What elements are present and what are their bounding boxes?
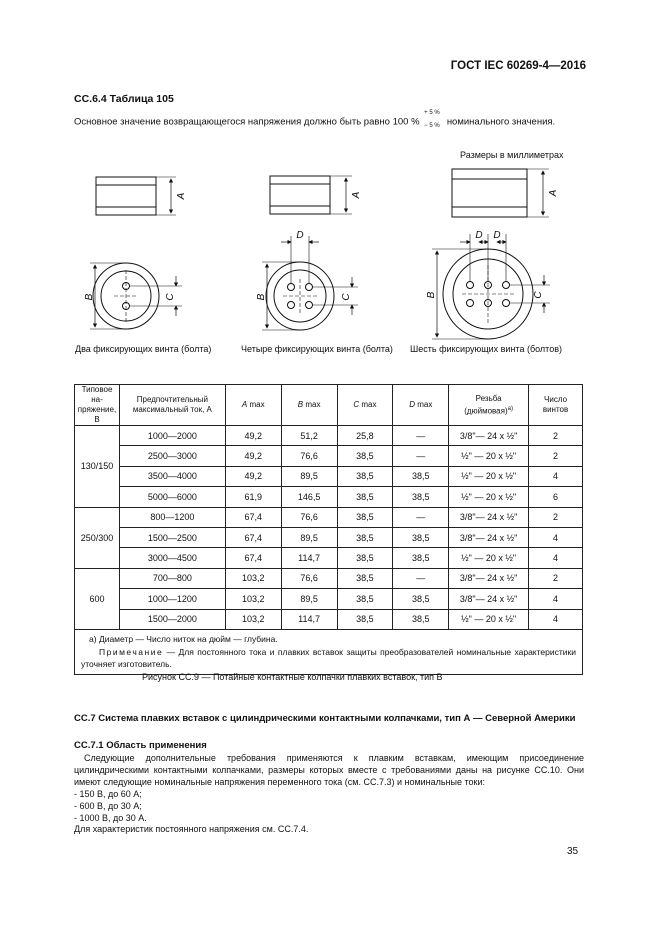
cell-b: 76,6 <box>281 507 337 527</box>
cell-b: 89,5 <box>281 466 337 486</box>
cell-n: 2 <box>529 426 583 446</box>
cell-current: 5000—6000 <box>119 487 225 507</box>
cell-d: 38,5 <box>393 527 449 547</box>
cell-a: 103,2 <box>225 609 281 629</box>
section-cc71-title: СС.7.1 Область применения <box>74 740 207 751</box>
rating-list <box>74 788 147 824</box>
voltage-cell: 250/300 <box>75 507 120 568</box>
dim-label-a-2: A <box>351 191 362 199</box>
header-thread: Резьба (дюймовая)$^{a)}$ <box>449 385 529 426</box>
cell-current: 1000—2000 <box>119 426 225 446</box>
scope-paragraph: Следующие дополнительные требования применяются к плавким вставкам, имеющим присоединение цилиндрическими контактными колпачками, размеры которых вместе с требованиями даны на рисунке СС.10. Они имеют следующие номинальные напряжения переменного тока (см. СС.7.3) и номинальные токи: <box>74 753 584 787</box>
dim-label-b-1: B <box>84 293 95 301</box>
cell-n: 2 <box>529 568 583 588</box>
table-row <box>75 446 583 466</box>
cell-a: 67,4 <box>225 548 281 568</box>
cell-current: 3500—4000 <box>119 466 225 486</box>
document-header: ГОСТ IEC 60269-4—2016 <box>450 60 586 72</box>
cell-a: 67,4 <box>225 507 281 527</box>
cell-n: 4 <box>529 527 583 547</box>
cell-n: 4 <box>529 548 583 568</box>
cell-current: 1500—2000 <box>119 609 225 629</box>
cell-n: 2 <box>529 507 583 527</box>
cell-current: 2500—3000 <box>119 446 225 466</box>
cell-thread: ½" — 20 x ½" <box>449 466 529 486</box>
cell-thread: 3/8"— 24 x ½" <box>449 507 529 527</box>
cell-c: 38,5 <box>337 446 393 466</box>
dim-label-d-2: D <box>296 230 304 241</box>
dim-label-d-3b: D <box>493 230 501 241</box>
dc-reference: Для характеристик постоянного напряжения см. СС.7.4. <box>74 824 309 834</box>
header-screws: Число винтов <box>529 385 583 426</box>
section-title: СС.6.4 Таблица 105 <box>74 93 174 105</box>
table-row <box>75 589 583 609</box>
table-row <box>75 426 583 446</box>
cell-c: 38,5 <box>337 466 393 486</box>
tolerance-text-before: Основное значение возвращающегося напряжения должно быть равно 100 % <box>74 116 420 128</box>
page-number: 35 <box>567 846 579 857</box>
cell-b: 146,5 <box>281 487 337 507</box>
cell-current: 700—800 <box>119 568 225 588</box>
cell-b: 114,7 <box>281 548 337 568</box>
table-footnotes <box>75 629 583 674</box>
cell-b: 114,7 <box>281 609 337 629</box>
header-a-max: A max <box>225 385 281 426</box>
tolerance-plus: + 5 % <box>424 110 440 116</box>
cell-thread: ½" — 20 x ½" <box>449 487 529 507</box>
cell-a: 103,2 <box>225 568 281 588</box>
caption-six-screws: Шесть фиксирующих винта (болтов) <box>410 344 562 354</box>
header-current: Предпочтительный максимальный ток, А <box>119 385 225 426</box>
dim-label-a-3: A <box>548 189 559 197</box>
cap-side-view-2 <box>270 176 352 214</box>
cell-thread: ½" — 20 x ½" <box>449 609 529 629</box>
cap-side-view-3 <box>452 169 549 217</box>
cell-current: 1500—2500 <box>119 527 225 547</box>
cap-face-view-2 <box>262 236 358 330</box>
cell-a: 49,2 <box>225 446 281 466</box>
cell-a: 49,2 <box>225 426 281 446</box>
cell-d: 38,5 <box>393 589 449 609</box>
cell-c: 38,5 <box>337 507 393 527</box>
table-header-row <box>75 385 583 426</box>
dim-label-c-1: C <box>165 293 176 301</box>
figure-caption: Рисунок СС.9 — Потайные контактные колпачки плавких вставок, тип В <box>142 672 443 682</box>
table-row <box>75 568 583 588</box>
voltage-cell: 130/150 <box>75 426 120 508</box>
header-c-max: C max <box>337 385 393 426</box>
cell-c: 38,5 <box>337 609 393 629</box>
cell-b: 76,6 <box>281 446 337 466</box>
cell-c: 38,5 <box>337 548 393 568</box>
cell-b: 76,6 <box>281 568 337 588</box>
cell-c: 38,5 <box>337 487 393 507</box>
header-d-max: D max <box>393 385 449 426</box>
cell-d: — <box>393 568 449 588</box>
cell-d: — <box>393 507 449 527</box>
table-row <box>75 487 583 507</box>
header-b-max: B max <box>281 385 337 426</box>
header-voltage: Типовое на- пряжение, В <box>75 385 120 426</box>
cell-thread: 3/8"— 24 x ½" <box>449 527 529 547</box>
cell-c: 25,8 <box>337 426 393 446</box>
cell-c: 38,5 <box>337 527 393 547</box>
cap-face-view-3 <box>432 234 550 339</box>
dim-label-c-3: C <box>533 291 544 299</box>
cell-thread: ½" — 20 x ½" <box>449 446 529 466</box>
cell-b: 89,5 <box>281 527 337 547</box>
table-row <box>75 609 583 629</box>
cell-d: — <box>393 446 449 466</box>
cell-d: 38,5 <box>393 609 449 629</box>
cell-n: 6 <box>529 487 583 507</box>
list-item: - 600 В, до 30 А; <box>74 801 142 811</box>
cell-a: 103,2 <box>225 589 281 609</box>
cell-d: 38,5 <box>393 548 449 568</box>
list-item: - 1000 В, до 30 А. <box>74 813 147 823</box>
cell-a: 67,4 <box>225 527 281 547</box>
cell-a: 61,9 <box>225 487 281 507</box>
table-footnote-row <box>75 629 583 674</box>
cell-thread: 3/8"— 24 x ½" <box>449 426 529 446</box>
cell-a: 49,2 <box>225 466 281 486</box>
cell-n: 2 <box>529 446 583 466</box>
cell-current: 1000—1200 <box>119 589 225 609</box>
caption-four-screws: Четыре фиксирующих винта (болта) <box>241 344 393 354</box>
cell-d: — <box>393 426 449 446</box>
dim-label-a-1: A <box>176 192 187 200</box>
cap-side-view-1 <box>96 177 176 215</box>
table-row <box>75 466 583 486</box>
cell-b: 51,2 <box>281 426 337 446</box>
tolerance-minus: − 5 % <box>424 123 440 129</box>
cell-n: 4 <box>529 466 583 486</box>
cap-drawings <box>60 165 600 350</box>
table-row <box>75 507 583 527</box>
dim-label-b-3: B <box>426 291 437 299</box>
cell-d: 38,5 <box>393 466 449 486</box>
table-body <box>75 426 583 630</box>
cell-thread: ½" — 20 x ½" <box>449 548 529 568</box>
voltage-cell: 600 <box>75 568 120 629</box>
cell-n: 4 <box>529 589 583 609</box>
cell-n: 4 <box>529 609 583 629</box>
dim-label-d-3a: D <box>475 230 483 241</box>
list-item: - 150 В, до 60 А; <box>74 789 142 799</box>
tolerance-paragraph <box>74 110 556 129</box>
cell-thread: 3/8"— 24 x ½" <box>449 589 529 609</box>
dim-label-b-2: B <box>256 293 267 301</box>
table-note: Примечание — Для постоянного тока и плавких вставок защиты преобразователей номинальные характеристики уточняет изготовитель. <box>81 646 576 669</box>
cell-current: 800—1200 <box>119 507 225 527</box>
footnote-a: a) Диаметр — Число ниток на дюйм — глубина. <box>89 633 278 644</box>
table-row <box>75 548 583 568</box>
cell-thread: 3/8"— 24 x ½" <box>449 568 529 588</box>
cell-c: 38,5 <box>337 589 393 609</box>
tolerance-value <box>422 110 444 129</box>
dimensions-table <box>74 384 583 675</box>
section-cc7-title: СС.7 Система плавких вставок с цилиндрическими контактными колпачками, тип А — Северной Америки <box>74 713 576 724</box>
cell-b: 89,5 <box>281 589 337 609</box>
cell-current: 3000—4500 <box>119 548 225 568</box>
dim-label-c-2: C <box>341 293 352 301</box>
caption-two-screws: Два фиксирующих винта (болта) <box>75 344 212 354</box>
cell-d: 38,5 <box>393 487 449 507</box>
dimensions-note: Размеры в миллиметрах <box>460 150 564 160</box>
table-row <box>75 527 583 547</box>
tolerance-text-after: номинального значения. <box>446 116 556 128</box>
cell-c: 38,5 <box>337 568 393 588</box>
